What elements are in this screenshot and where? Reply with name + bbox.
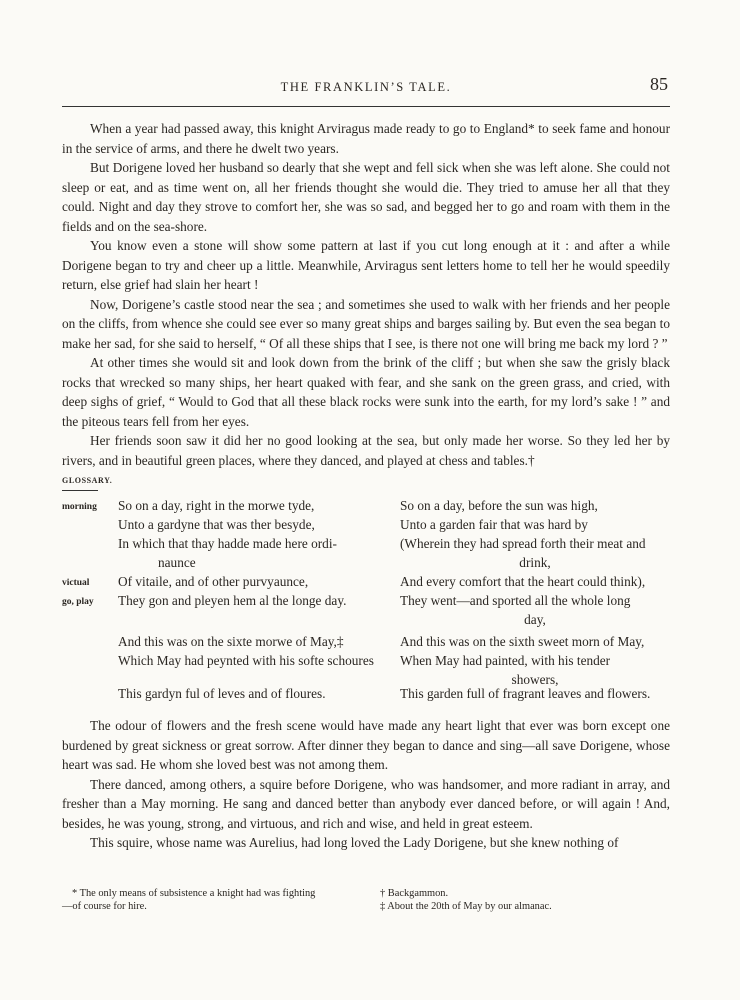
- paragraph: This squire, whose name was Aurelius, had long loved the Lady Dorigene, but she knew nothing of: [90, 835, 619, 850]
- paragraph: Her friends soon saw it did her no good looking at the sea, but only made her worse. So they led her by rivers, and in beautiful green places, where they danced, and played at chess and tables.†: [62, 433, 670, 468]
- original-verse: So on a day, right in the morwe tyde,: [118, 498, 315, 513]
- paragraph: At other times she would sit and look down from the brink of the cliff ; but when she saw the grisly black rocks that wrecked so many ships, her heart quaked with fear, and she sank on the green grass, and cried, with deep sighs of grief, “ Would to God that all these black rocks were sunk into the earth, for my lord’s sake ! ” and the piteous tears fell from her eyes.: [62, 355, 670, 429]
- modern-verse: This garden full of fragrant leaves and flowers.: [400, 686, 651, 701]
- paragraph: There danced, among others, a squire before Dorigene, who was handsomer, and more radiant in array, and fresher than a May morning. He sang and danced better than anybody ever danced before, or will again ! And, besides, he was young, strong, and virtuous, and rich and wise, and held in great esteem.: [62, 776, 670, 831]
- modern-verse: And every comfort that the heart could think),: [400, 574, 646, 589]
- paragraph: But Dorigene loved her husband so dearly that she wept and fell sick when she was left alone. She could not sleep or eat, and as time went on, all her friends thought she would die. They tried to amuse her all that they could. Night and day they strove to comfort her, she was so sad, and begged her to go and roam with them in the fields and on the sea-shore.: [62, 160, 670, 234]
- footnote-star: * The only means of subsistence a knight had was fighting—of course for hire.: [62, 888, 316, 912]
- footnote-double-dagger: ‡ About the 20th of May by our almanac.: [380, 901, 552, 912]
- original-verse: And this was on the sixte morwe of May,‡: [118, 634, 344, 649]
- paragraph: When a year had passed away, this knight Arviragus made ready to go to England* to seek fame and honour in the service of arms, and there he dwelt two years.: [62, 121, 670, 156]
- verse-continuation: day,: [524, 612, 546, 627]
- verse-line: (Wherein they had spread forth their meat and: [400, 536, 646, 551]
- paragraph: The odour of flowers and the fresh scene would have made any heart light that ever was born except one burdened by great sickness or great sorrow. After dinner they began to dance and sing—all save Dorigene, whose heart was sad. He whom she loved best was not among them.: [62, 718, 670, 772]
- modern-verse: [400, 591, 670, 629]
- running-title: THE FRANKLIN’S TALE.: [280, 80, 452, 94]
- original-verse: Of vitaile, and of other purvyaunce,: [118, 574, 309, 589]
- verse-continuation: showers,: [511, 672, 559, 687]
- verse-line: They went—and sported all the whole long: [400, 593, 631, 608]
- modern-verse: So on a day, before the sun was high,: [400, 498, 598, 513]
- paragraph: You know even a stone will show some pattern at last if you cut long enough at it : and after a while Dorigene began to try and cheer up a little. Meanwhile, Arviragus sent letters home to tell her he would speedily return, else grief had slain her heart !: [62, 238, 670, 292]
- modern-verse: And this was on the sixth sweet morn of May,: [400, 634, 645, 649]
- gloss-note: morning: [62, 502, 97, 512]
- original-verse: They gon and pleyen hem al the longe day.: [118, 593, 347, 608]
- modern-verse: Unto a garden fair that was hard by: [400, 517, 588, 532]
- paragraph: Now, Dorigene’s castle stood near the sea ; and sometimes she used to walk with her friends and her people on the cliffs, from whence she could see ever so many great ships and barges sailing by. But even the sea began to make her sad, for she said to herself, “ Of all these ships that I see, is there not one will bring me back my lord ? ”: [62, 296, 670, 351]
- page-number: 85: [650, 74, 668, 94]
- original-verse: Unto a gardyne that was ther besyde,: [118, 517, 315, 532]
- modern-verse: [400, 534, 670, 572]
- verse-glossary: [62, 476, 670, 706]
- verse-line: When May had painted, with his tender: [400, 653, 611, 668]
- gloss-note: go, play: [62, 597, 94, 607]
- glossary-heading: GLOSSARY.: [62, 476, 113, 485]
- body-text-upper: [62, 119, 670, 470]
- original-verse: [118, 534, 388, 572]
- footnote-dagger: † Backgammon.: [380, 888, 449, 899]
- original-verse: Which May had peynted with his softe schoures: [118, 653, 374, 668]
- body-text-lower: [62, 716, 670, 853]
- original-verse: This gardyn ful of leves and of floures.: [118, 686, 326, 701]
- footnote-daggers: [380, 887, 670, 913]
- verse-continuation: naunce: [158, 555, 196, 570]
- header-rule: [62, 106, 670, 107]
- verse-continuation: drink,: [519, 555, 551, 570]
- page-header: [62, 76, 670, 100]
- gloss-note: victual: [62, 578, 90, 588]
- verse-line: In which that thay hadde made here ordi-: [118, 536, 337, 551]
